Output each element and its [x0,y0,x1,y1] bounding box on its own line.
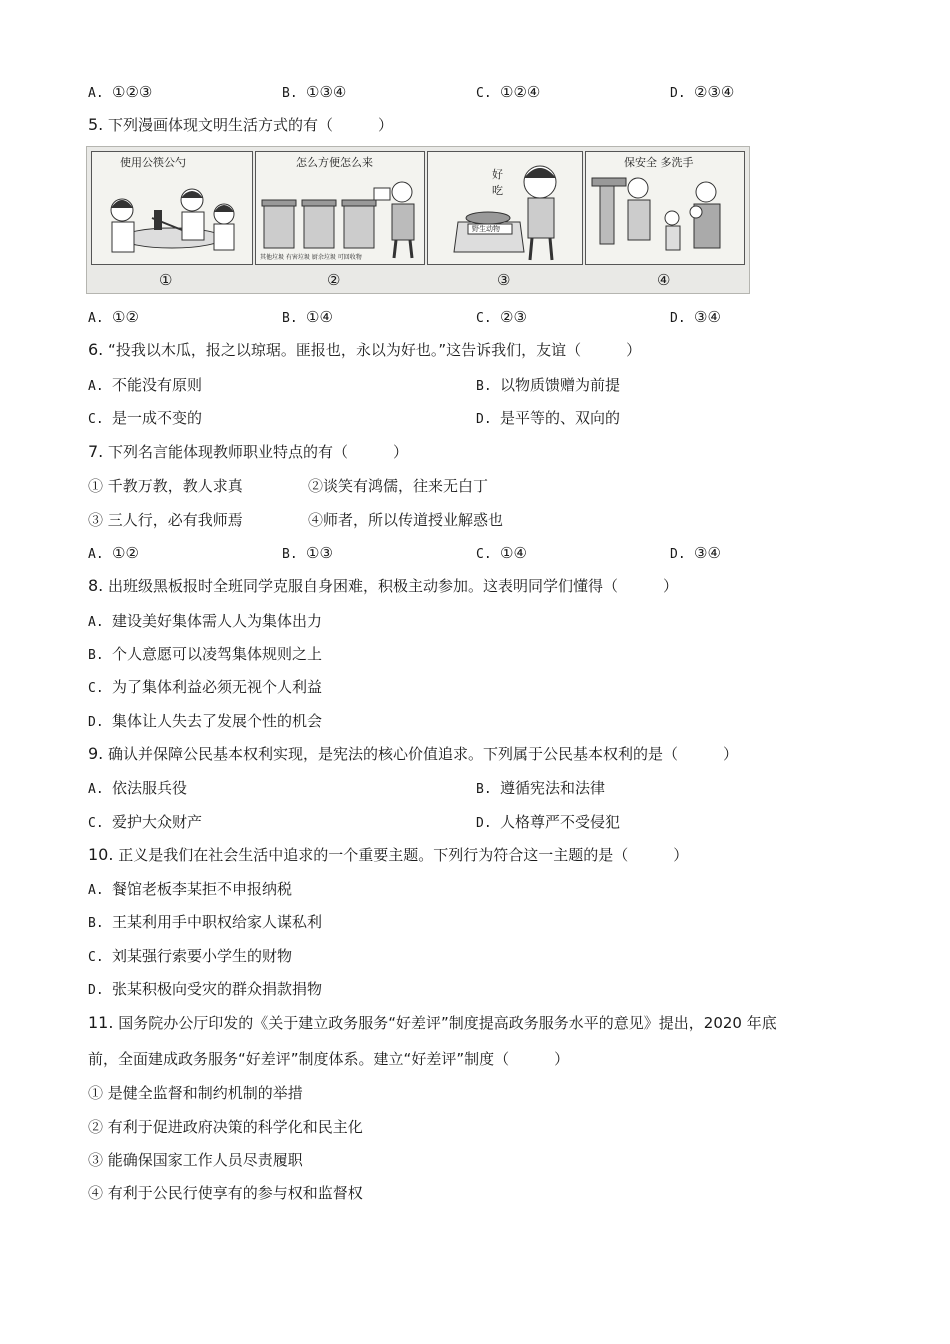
q11-item-1: ① 是健全监督和制约机制的举措 [88,1084,303,1102]
wild-animal-eating-illustration [428,152,582,264]
q10-option-b[interactable]: B. 王某利用手中职权给家人谋私利 [88,913,323,931]
q4-option-a[interactable]: A. ①②③ [88,83,153,101]
q4-option-b[interactable]: B. ①③④ [282,83,347,101]
panel-1-label: ① [159,271,173,289]
q6-option-c[interactable]: C. 是一成不变的 [88,409,203,427]
q7-question: 7. 下列名言能体现教师职业特点的有（ ） [88,442,409,461]
q8-option-b[interactable]: B. 个人意愿可以凌驾集体规则之上 [88,645,323,663]
q6-option-b[interactable]: B. 以物质馈赠为前提 [476,376,621,394]
comic-panel-3 [427,151,583,265]
q6-option-d[interactable]: D. 是平等的、双向的 [476,409,621,427]
comic-panel-4 [585,151,745,265]
comic-panel-1 [91,151,253,265]
panel-3-caption: 好吃 [492,168,503,197]
q9-option-c[interactable]: C. 爱护大众财产 [88,813,203,831]
panel-4-caption: 保安全 多洗手 [624,156,694,169]
comic-panel-2 [255,151,425,265]
q8-option-c[interactable]: C. 为了集体利益必须无视个人利益 [88,678,323,696]
q10-option-a[interactable]: A. 餐馆老板李某拒不申报纳税 [88,880,293,898]
q8-option-a[interactable]: A. 建设美好集体需人人为集体出力 [88,612,323,630]
q7-item-3: ③ 三人行，必有我师焉 [88,511,243,529]
q10-option-d[interactable]: D. 张某积极向受灾的群众捐款捐物 [88,980,323,998]
q10-option-c[interactable]: C. 刘某强行索要小学生的财物 [88,947,293,965]
q5-comic-strip [86,146,750,294]
q9-option-d[interactable]: D. 人格尊严不受侵犯 [476,813,621,831]
q8-option-d[interactable]: D. 集体让人失去了发展个性的机会 [88,712,323,730]
q5-option-c[interactable]: C. ②③ [476,308,527,326]
q10-question: 10. 正义是我们在社会生活中追求的一个重要主题。下列行为符合这一主题的是（ ） [88,845,689,864]
q6-question: 6. “投我以木瓜，报之以琼琚。匪报也，永以为好也。”这告诉我们，友谊（ ） [88,340,642,359]
bin-labels: 其他垃圾 有害垃圾 厨余垃圾 可回收物 [260,254,362,261]
q11-question-line2: 前，全面建成政务服务“好差评”制度体系。建立“好差评”制度（ ） [88,1050,570,1068]
wild-animal-sign: 野生动物 [472,225,500,233]
q5-option-a[interactable]: A. ①② [88,308,139,326]
panel-2-label: ② [327,271,341,289]
panel-2-caption: 怎么方便怎么来 [296,156,373,169]
q7-item-2: ②谈笑有鸿儒，往来无白丁 [308,477,489,495]
q11-question-line1: 11. 国务院办公厅印发的《关于建立政务服务“好差评”制度提高政务服务水平的意见》提出，2020 年底 [88,1013,777,1032]
q5-question: 5. 下列漫画体现文明生活方式的有（ ） [88,115,394,134]
q11-item-4: ④ 有利于公民行使享有的参与权和监督权 [88,1184,363,1202]
q11-item-2: ② 有利于促进政府决策的科学化和民主化 [88,1118,363,1136]
q6-option-a[interactable]: A. 不能没有原则 [88,376,203,394]
q4-option-c[interactable]: C. ①②④ [476,83,541,101]
q9-option-a[interactable]: A. 依法服兵役 [88,779,188,797]
panel-4-label: ④ [657,271,671,289]
q9-question: 9. 确认并保障公民基本权利实现，是宪法的核心价值追求。下列属于公民基本权利的是（ ） [88,744,739,763]
q9-option-b[interactable]: B. 遵循宪法和法律 [476,779,606,797]
q7-item-4: ④师者，所以传道授业解惑也 [308,511,504,529]
q7-option-c[interactable]: C. ①④ [476,544,527,562]
q11-item-3: ③ 能确保国家工作人员尽责履职 [88,1151,303,1169]
panel-3-label: ③ [497,271,511,289]
q7-option-d[interactable]: D. ③④ [670,544,721,562]
q5-option-b[interactable]: B. ①④ [282,308,333,326]
q7-option-b[interactable]: B. ①③ [282,544,333,562]
q7-option-a[interactable]: A. ①② [88,544,139,562]
panel-1-caption: 使用公筷公勺 [120,156,186,169]
q5-option-d[interactable]: D. ③④ [670,308,721,326]
q4-option-d[interactable]: D. ②③④ [670,83,735,101]
q8-question: 8. 出班级黑板报时全班同学克服自身困难，积极主动参加。这表明同学们懂得（ ） [88,576,679,595]
q7-item-1: ① 千教万教，教人求真 [88,477,243,495]
